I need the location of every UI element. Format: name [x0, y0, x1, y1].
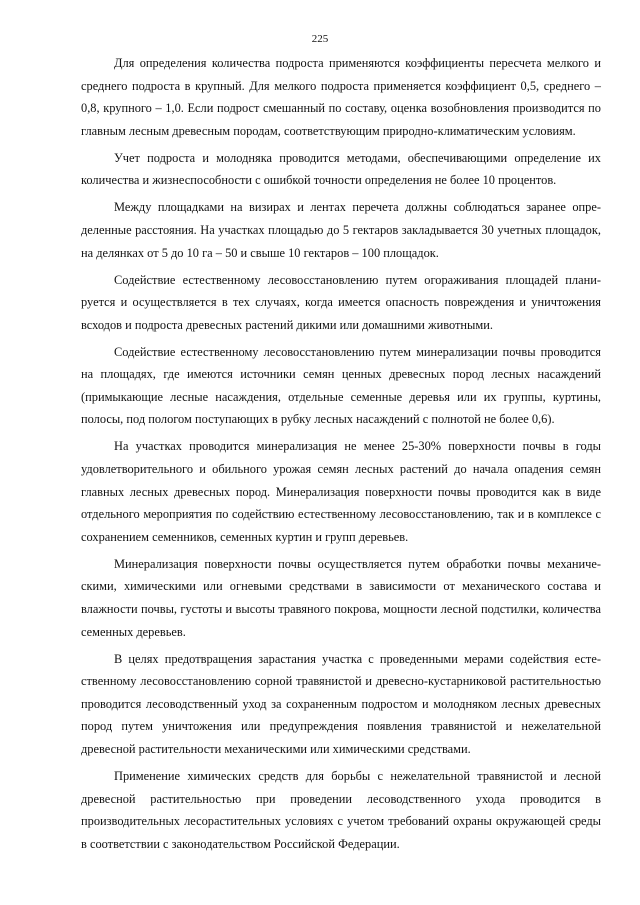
paragraph-silvicultural-care: В целях предотвращения зарастания участка с проведенными мерами содействия естественному лесовосстановлению сорной травянистой и древесно-кустарниковой растительностью проводится лесоводственный уход за сохраненным подростом и молодняком лесных древесных пород путем уничтожения или предупреждения появления травянистой и нежелательной древесной растительности механическими или химическими средствами. — [81, 651, 601, 756]
page-number: 225 — [311, 33, 329, 45]
page-body-text — [81, 52, 601, 855]
paragraph-mineralization-methods: Минерализация поверхности почвы осуществляется путем обработки почвы механическими, химическими или огневыми средствами в зависимости от механического состава и влажности почвы, густоты и высоты травяного покрова, мощности лесной подстилки, количества семенных деревьев. — [81, 556, 601, 639]
paragraph-soil-mineralization-areas: Содействие естественному лесовосстановлению путем минерализации почвы проводится на площадях, где имеются источники семян ценных древесных пород лесных насаждений (примыкающие лесные насаждения, отдельные семенные деревья или их группы, куртины, полосы, под пологом поступающих в рубку лесных насаждений с полнотой не более 0,6). — [81, 344, 601, 427]
paragraph-fencing: Содействие естественному лесовосстановлению путем огораживания площадей планируется и осуществляется в тех случаях, когда имеется опасность повреждения и уничтожения всходов и подроста древесных растений дикими или домашними животными. — [81, 272, 601, 332]
paragraph-chemical-agents: Применение химических средств для борьбы с нежелательной травянистой и лесной древесной растительностью при проведении лесоводственного ухода проводится в производительных лесорастительных условиях с учетом требований охраны окружающей среды в соответствии с законодательством Российской Федерации. — [81, 768, 601, 851]
paragraph-mineralization-share: На участках проводится минерализация не менее 25-30% поверхности почвы в годы удовлетворительного и обильного урожая семян лесных растений до начала опадения семян главных лесных древесных пород. Минерализация поверхности почвы проводится как в виде отдельного мероприятия по содействию естественному лесовосстановлению, так и в комплексе с сохранением семенников, семенных куртин и групп деревьев. — [81, 439, 601, 544]
paragraph-undergrowth-accounting: Учет подроста и молодняка проводится методами, обеспечивающими определение их количества и жизнеспособности с ошибкой точности определения не более 10 процентов. — [81, 150, 601, 188]
paragraph-plot-distances: Между площадками на визирах и лентах перечета должны соблюдаться заранее определенные расстояния. На участках площадью до 5 гектаров закладывается 30 учетных площадок, на делянках от 5 до 10 га – 50 и свыше 10 гектаров – 100 площадок. — [81, 200, 601, 260]
paragraph-undergrowth-coefficients: Для определения количества подроста применяются коэффициенты пересчета мелкого и среднего подроста в крупный. Для мелкого подроста применяется коэффициент 0,5, среднего – 0,8, крупного – 1,0. Если подрост смешанный по составу, оценка возобновления производится по главным лесным древесным породам, соответствующим природно-климатическим условиям. — [81, 56, 601, 138]
